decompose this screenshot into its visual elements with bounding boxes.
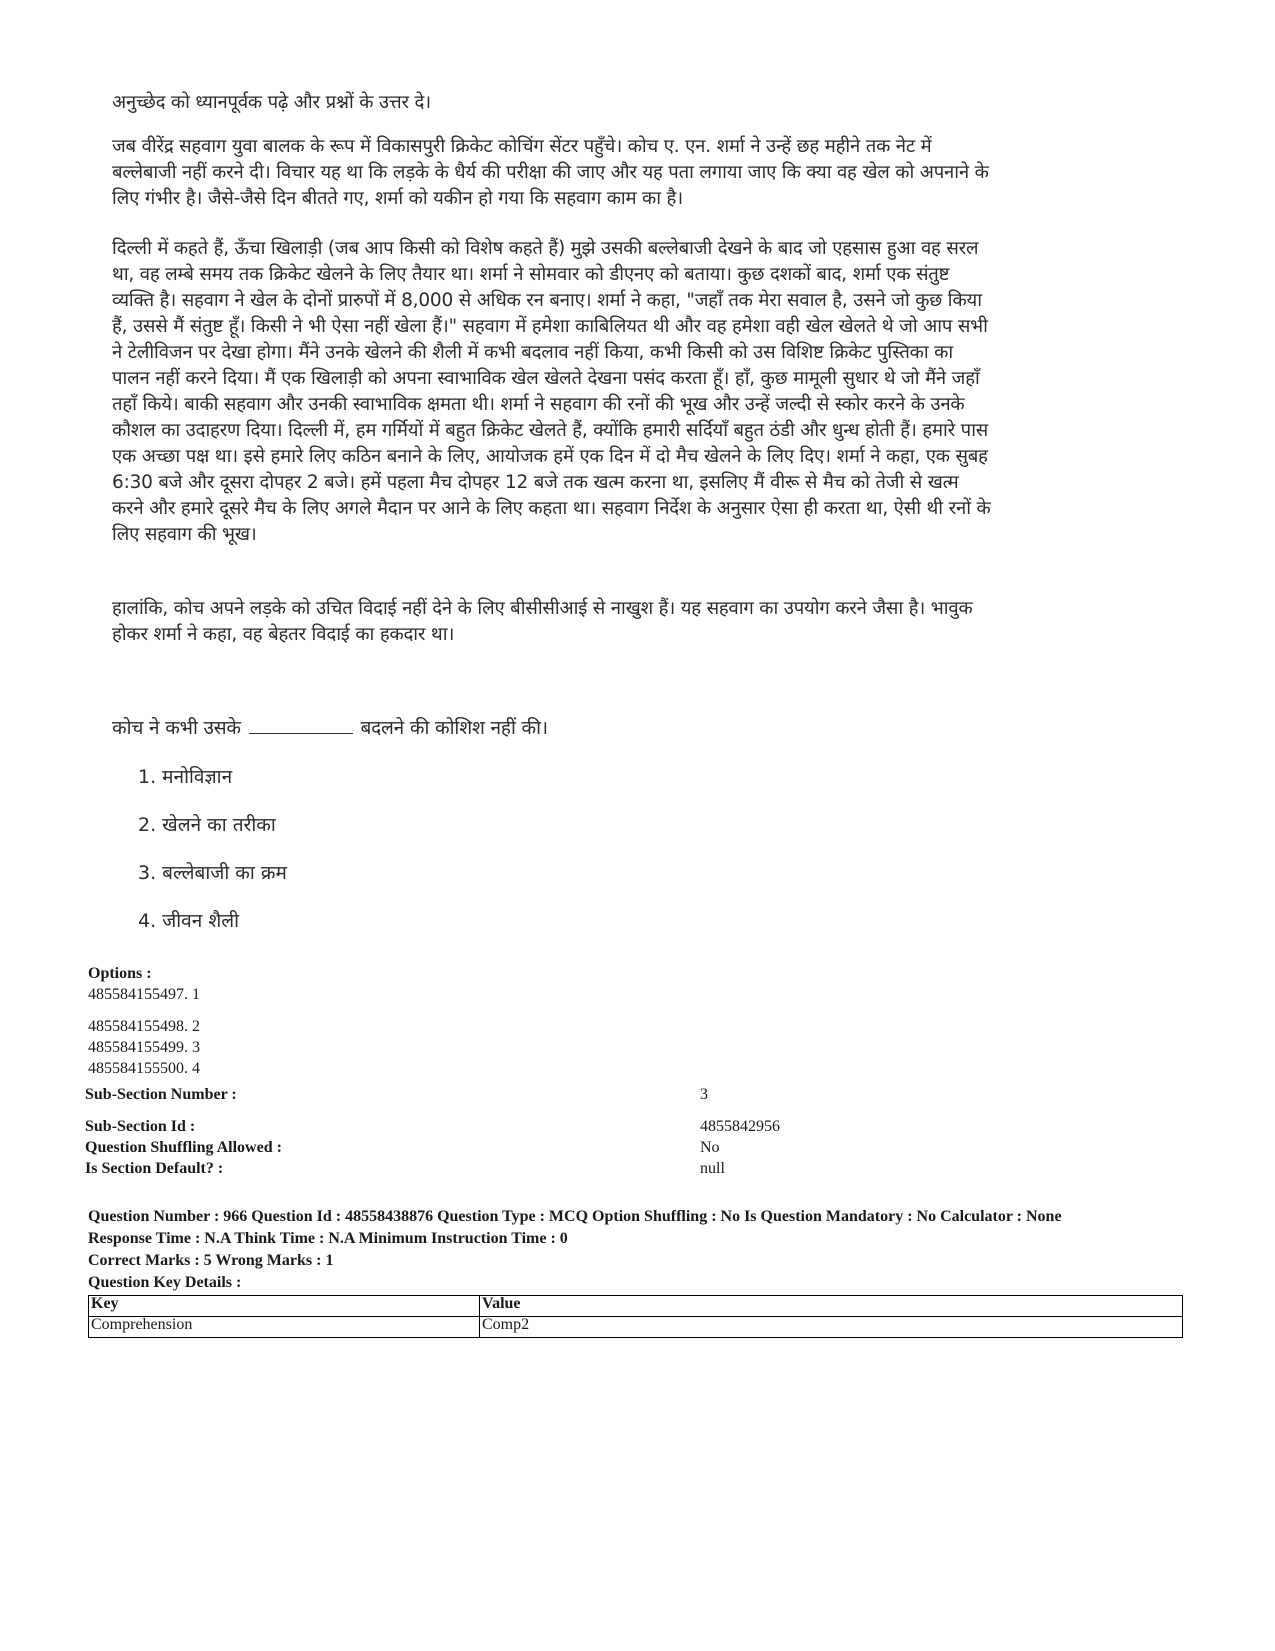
- passage-paragraph-1: जब वीरेंद्र सहवाग युवा बालक के रूप में विकासपुरी क्रिकेट कोचिंग सेंटर पहुँचे। कोच ए. एन. शर्मा ने उन्हें छह महीने तक नेट में बल्लेबाजी नहीं करने दी। विचार यह था कि लड़के के धैर्य की परीक्षा की जाए और यह पता लगाया जाए कि क्या वह खेल को अपनाने के लिए गंभीर है। जैसे-जैसे दिन बीतते गए, शर्मा को यकीन हो गया कि सहवाग काम का है।: [112, 136, 989, 209]
- subsection-value: null: [700, 1160, 725, 1177]
- table-header-value: Value: [480, 1296, 1183, 1317]
- options-block: [88, 963, 200, 1079]
- table-header-key: Key: [89, 1296, 480, 1317]
- question-stem-before: कोच ने कभी उसके: [112, 717, 241, 739]
- question-info-line: Correct Marks : 5 Wrong Marks : 1: [88, 1252, 334, 1269]
- options-header: Options :: [88, 965, 152, 982]
- question-info-line: Response Time : N.A Think Time : N.A Minimum Instruction Time : 0: [88, 1230, 568, 1247]
- question-stem: [112, 715, 548, 741]
- subsection-row: [85, 1137, 785, 1158]
- passage-paragraph-2: दिल्ली में कहते हैं, ऊँचा खिलाड़ी (जब आप किसी को विशेष कहते हैं) मुझे उसकी बल्लेबाजी देखने के बाद जो एहसास हुआ वह सरल था, वह लम्बे समय तक क्रिकेट खेलने के लिए तैयार था। शर्मा ने सोमवार को डीएनए को बताया। कुछ दशकों बाद, शर्मा एक संतुष्ट व्यक्ति है। सहवाग ने खेल के दोनों प्रारुपों में 8,000 से अधिक रन बनाए। शर्मा ने कहा, "जहाँ तक मेरा सवाल है, उसने जो कुछ किया हैं, उससे मैं संतुष्ट हूँ। किसी ने भी ऐसा नहीं खेला हैं।" सहवाग में हमेशा काबिलियत थी और वह हमेशा वही खेल खेलते थे जो आप सभी ने टेलीविजन पर देखा होगा। मैंने उनके खेलने की शैली में कभी बदलाव नहीं किया, कभी किसी को उस विशिष्ट क्रिकेट पुस्तिका का पालन नहीं करने दिया। मैं एक खिलाड़ी को अपना स्वाभाविक खेल खेलते देखना पसंद करता हूँ। हाँ, कुछ मामूली सुधार थे जो मैंने जहाँ तहाँ किये। बाकी सहवाग और उनकी स्वाभाविक क्षमता थी। शर्मा ने सहवाग की रनों की भूख और उन्हें जल्दी से स्कोर करने के उनके कौशल का उदाहरण दिया। दिल्ली में, हम गर्मियों में बहुत क्रिकेट खेलते हैं, क्योंकि हमारी सर्दियाँ बहुत ठंडी और धुन्ध होती हैं। हमारे पास एक अच्छा पक्ष था। इसे हमारे लिए कठिन बनाने के लिए, आयोजक हमें एक दिन में दो मैच खेलने के लिए दिए। शर्मा ने कहा, एक सुबह 6:30 बजे और दूसरा दोपहर 2 बजे। हमें पहला मैच दोपहर 12 बजे तक खत्म करना था, इसलिए मैं वीरू से मैच को तेजी से खत्म करने और हमारे दूसरे मैच के लिए अगले मैदान पर आने के लिए कहता था। सहवाग निर्देश के अनुसार ऐसा ही करता था, ऐसी थी रनों के लिए सहवाग की भूख।: [112, 238, 991, 545]
- passage-paragraph-3: हालांकि, कोच अपने लड़के को उचित विदाई नहीं देने के लिए बीसीसीआई से नाखुश हैं। यह सहवाग का उपयोग करने जैसा है। भावुक होकर शर्मा ने कहा, वह बेहतर विदाई का हकदार था।: [112, 598, 973, 645]
- subsection-label: Sub-Section Number :: [85, 1086, 237, 1103]
- passage-instruction: अनुच्छेद को ध्यानपूर्वक पढ़े और प्रश्नों के उत्तर दे।: [112, 92, 431, 113]
- subsection-label: Sub-Section Id :: [85, 1118, 196, 1135]
- option-item: 485584155497. 1: [88, 986, 200, 1003]
- answer-choice: 1. मनोविज्ञान: [138, 766, 233, 788]
- subsection-label: Question Shuffling Allowed :: [85, 1139, 282, 1156]
- table-cell-value: Comp2: [480, 1317, 1183, 1338]
- subsection-row: [85, 1084, 785, 1105]
- question-info-line: Question Key Details :: [88, 1274, 242, 1291]
- subsection-row: [85, 1116, 785, 1137]
- option-item: 485584155499. 3: [88, 1039, 200, 1056]
- subsection-label: Is Section Default? :: [85, 1160, 224, 1177]
- table-row: [89, 1317, 1183, 1338]
- question-blank: [249, 715, 353, 734]
- subsection-value: 4855842956: [700, 1118, 780, 1135]
- subsection-row: [85, 1158, 785, 1179]
- table-header-row: [89, 1296, 1183, 1317]
- question-stem-after: बदलने की कोशिश नहीं की।: [360, 717, 548, 739]
- answer-choices: [138, 764, 287, 956]
- subsection-details: [85, 1084, 785, 1179]
- answer-choice: 3. बल्लेबाजी का क्रम: [138, 862, 287, 884]
- answer-choice: 2. खेलने का तरीका: [138, 814, 276, 836]
- table-cell-key: Comprehension: [89, 1317, 480, 1338]
- option-item: 485584155498. 2: [88, 1018, 200, 1035]
- subsection-value: 3: [700, 1086, 708, 1103]
- question-key-table: [88, 1295, 1183, 1338]
- question-info-line: Question Number : 966 Question Id : 48558438876 Question Type : MCQ Option Shuffling : No Is Question Mandatory : No Calculator : None: [88, 1208, 1062, 1225]
- answer-choice: 4. जीवन शैली: [138, 910, 240, 932]
- option-item: 485584155500. 4: [88, 1060, 200, 1077]
- question-info: [88, 1206, 1188, 1294]
- subsection-value: No: [700, 1139, 720, 1156]
